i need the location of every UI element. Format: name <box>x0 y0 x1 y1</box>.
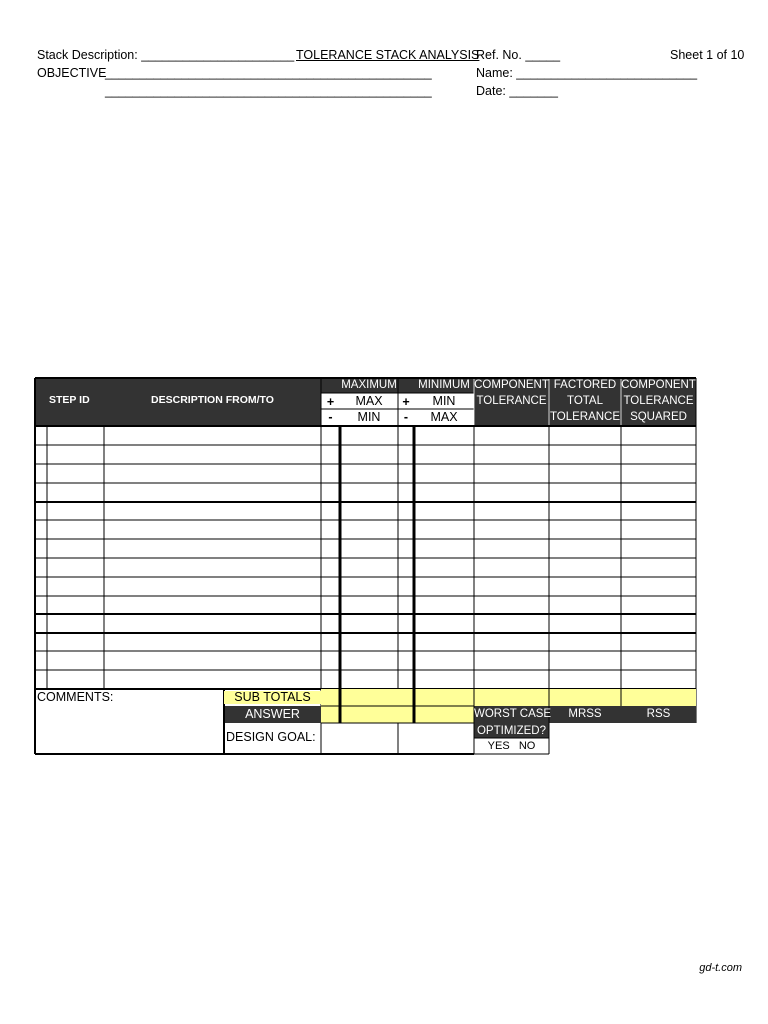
header-fill-plus-top <box>321 378 340 393</box>
answer-label: ANSWER <box>245 707 300 721</box>
comp-tol-line-1: COMPONENT <box>474 379 549 391</box>
objective-line-2: _______________________________________________ <box>105 84 432 98</box>
max-plus-sign: + <box>326 395 335 409</box>
sheet-title: TOLERANCE STACK ANALYSIS <box>296 48 480 62</box>
sub-totals-label: SUB TOTALS <box>224 691 321 704</box>
factored-line-1: FACTORED <box>553 379 617 391</box>
sheet-number: Sheet 1 of 10 <box>670 48 745 62</box>
rss-label: RSS <box>646 708 671 720</box>
min-min-label: MIN <box>432 394 456 408</box>
optimized-label: OPTIMIZED? <box>476 725 546 737</box>
date-field: Date: _______ <box>476 84 559 98</box>
max-max-label: MAX <box>355 394 383 408</box>
header-fill-plus-top-2 <box>398 378 414 393</box>
objective-label: OBJECTIVE <box>37 66 107 80</box>
comp-tol-sq-line-2: TOLERANCE <box>623 395 694 407</box>
stack-description: Stack Description: ______________________ <box>37 48 295 62</box>
max-min-label: MIN <box>357 410 381 424</box>
min-plus-sign: + <box>402 395 410 409</box>
mrss-label: MRSS <box>568 708 602 720</box>
ref-no: Ref. No. _____ <box>476 48 561 62</box>
min-minus-sign: - <box>403 410 409 424</box>
footer-site: gd-t.com <box>699 962 742 974</box>
max-minus-sign: - <box>328 410 333 424</box>
design-goal-label: DESIGN GOAL: <box>226 730 316 744</box>
min-max-label: MAX <box>430 410 458 424</box>
worst-case-label: WORST CASE <box>474 708 552 720</box>
objective-line-1: _______________________________________________ <box>105 66 432 80</box>
comp-tol-sq-line-1: COMPONENT <box>621 379 696 391</box>
name-field: Name: __________________________ <box>476 66 698 80</box>
yes-no-options: YES NO <box>487 740 536 752</box>
subtotals-highlight <box>321 689 696 706</box>
comp-tol-sq-line-3: SQUARED <box>630 411 687 423</box>
col-maximum: MAXIMUM <box>341 379 397 391</box>
comments-label: COMMENTS: <box>37 690 114 704</box>
col-minimum: MINIMUM <box>418 379 470 391</box>
answer-highlight <box>321 706 474 723</box>
col-description: DESCRIPTION FROM/TO <box>151 394 274 406</box>
factored-line-2: TOTAL <box>567 395 603 407</box>
col-step-id: STEP ID <box>49 394 90 406</box>
factored-line-3: TOLERANCE <box>549 411 621 423</box>
comp-tol-line-2: TOLERANCE <box>476 395 547 407</box>
